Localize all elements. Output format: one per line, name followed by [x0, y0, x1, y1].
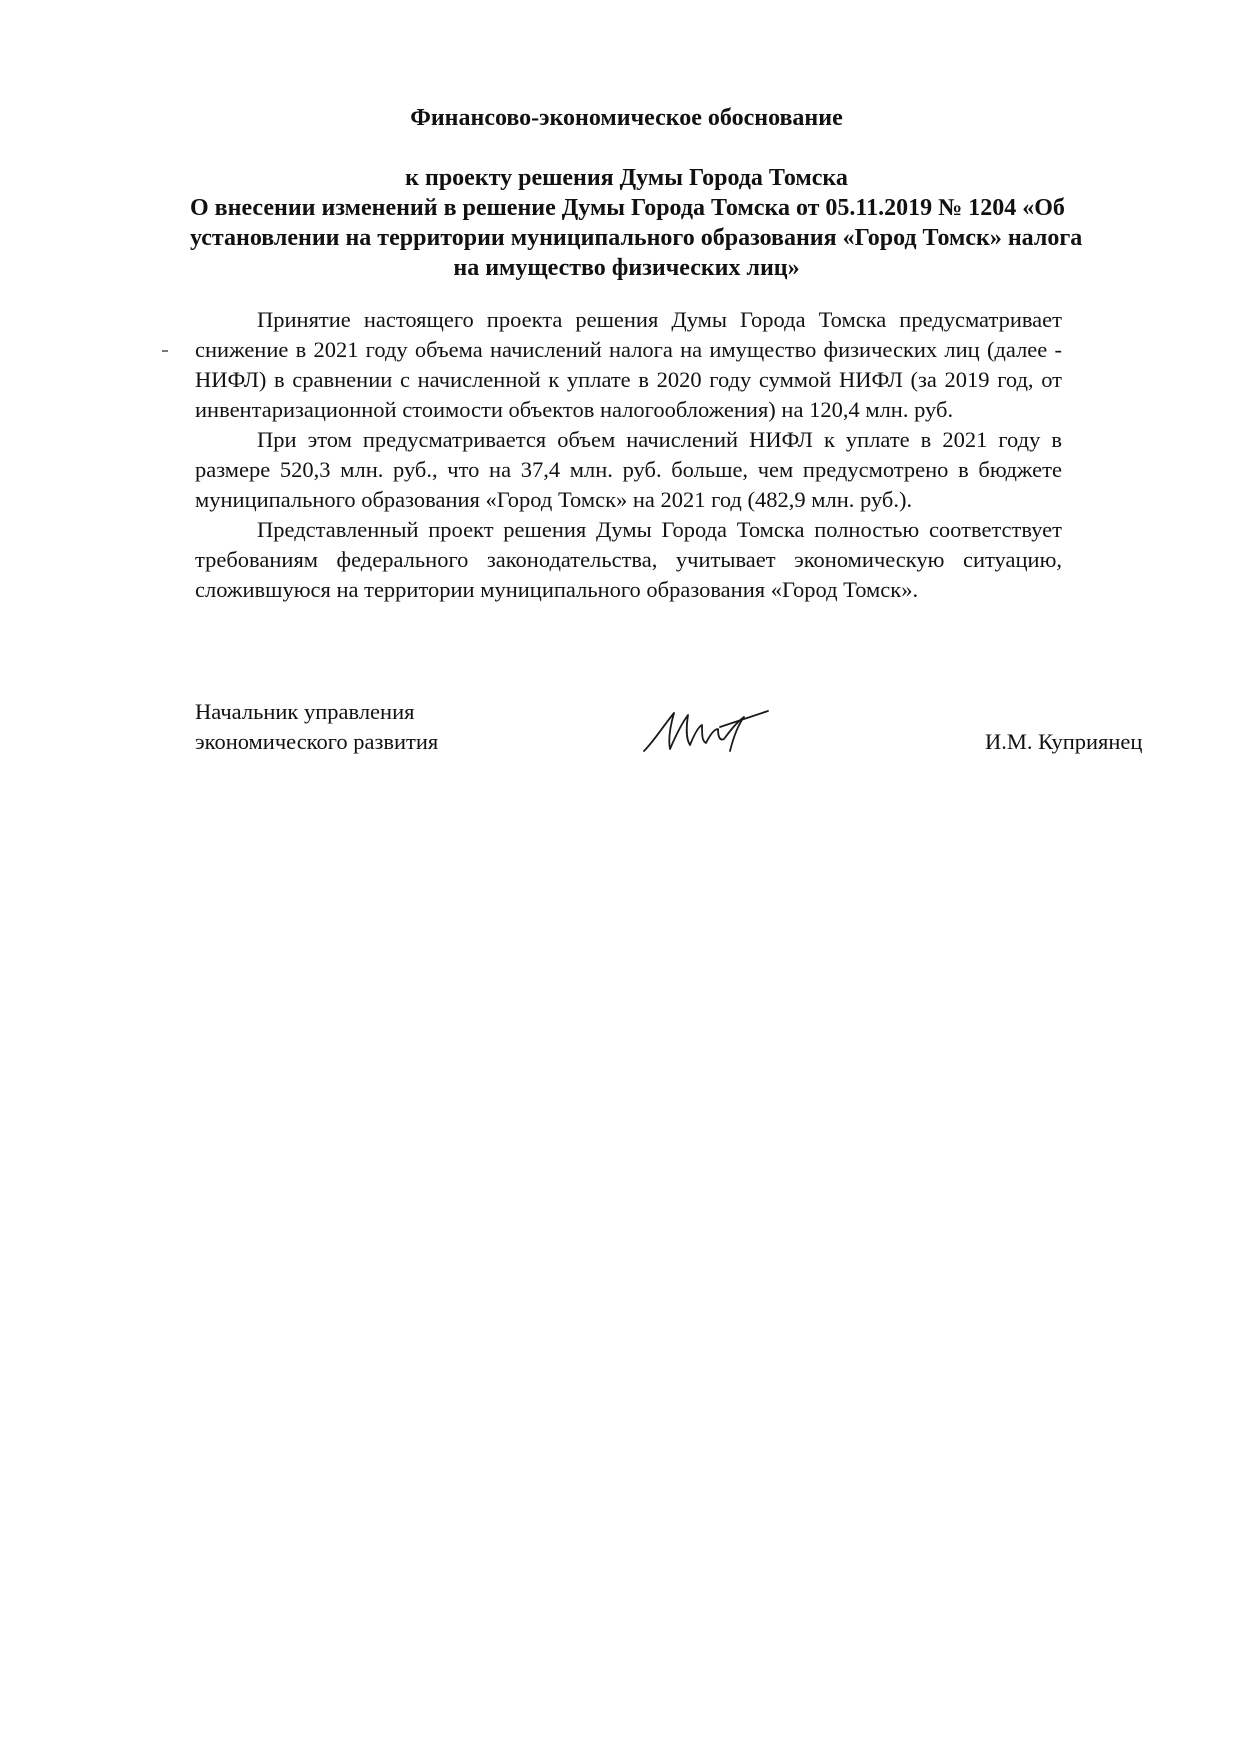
- body-paragraph: При этом предусматривается объем начислений НИФЛ к уплате в 2021 году в размере 520,3 млн. руб., что на 37,4 млн. руб. больше, чем предусмотрено в бюджете муниципального образования «Город Томск» на 2021 год (482,9 млн. руб.).: [195, 427, 1062, 512]
- document-title: Финансово-экономическое обоснование: [410, 105, 843, 131]
- subtitle-line: на имущество физических лиц»: [453, 255, 800, 281]
- subtitle-line: к проекту решения Думы Города Томска: [405, 165, 848, 191]
- body-paragraph: Представленный проект решения Думы Города Томска полностью соответствует требованиям федерального законодательства, учитывает экономическую ситуацию, сложившуюся на территории муниципального образования «Город Томск».: [195, 517, 1062, 602]
- scan-artifact: [162, 350, 168, 352]
- signatory-position: [195, 697, 438, 757]
- document-subtitle: [190, 163, 1083, 283]
- document-body: [195, 305, 1062, 605]
- subtitle-line: установлении на территории муниципального образования «Город Томск» налога: [190, 225, 1083, 251]
- position-line: Начальник управления: [195, 699, 415, 724]
- subtitle-line: О внесении изменений в решение Думы Города Томска от 05.11.2019 № 1204 «Об: [190, 195, 1065, 221]
- position-line: экономического развития: [195, 729, 439, 754]
- body-paragraph: Принятие настоящего проекта решения Думы Города Томска предусматривает снижение в 2021 году объема начислений налога на имущество физических лиц (далее - НИФЛ) в сравнении с начисленной к уплате в 2020 году суммой НИФЛ (за 2019 год, от инвентаризационной стоимости объектов налогообложения) на 120,4 млн. руб.: [195, 307, 1062, 422]
- signer-name: И.М. Куприянец: [985, 729, 1143, 754]
- handwritten-signature: [640, 705, 770, 757]
